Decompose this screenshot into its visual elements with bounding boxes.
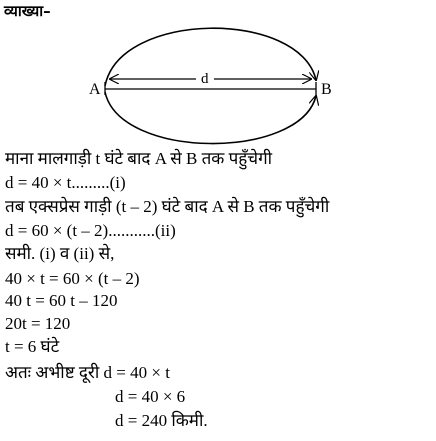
solution-line-9: t = 6 घंटे bbox=[5, 337, 60, 356]
point-a-label: A bbox=[89, 81, 101, 98]
solution-line-6: 40 × t = 60 × (t – 2) bbox=[5, 269, 140, 288]
solution-line-4: d = 60 × (t – 2)...........(ii) bbox=[5, 221, 176, 240]
route-diagram bbox=[0, 0, 436, 150]
solution-line-11: d = 40 × 6 bbox=[115, 387, 186, 406]
heading: व्याख्या– bbox=[4, 2, 51, 20]
solution-line-5: समी. (i) व (ii) से, bbox=[5, 244, 115, 263]
solution-line-12: d = 240 किमी. bbox=[115, 411, 208, 430]
point-b-label: B bbox=[321, 81, 332, 98]
solution-line-2: d = 40 × t.........(i) bbox=[5, 173, 126, 192]
solution-line-7: 40 t = 60 t – 120 bbox=[5, 291, 118, 310]
solution-line-10: अतः अभीष्ट दूरी d = 40 × t bbox=[5, 363, 170, 382]
solution-line-3: तब एक्सप्रेस गाड़ी (t – 2) घंटे बाद A से B तक पहुँचेगी bbox=[5, 197, 330, 216]
solution-line-1: माना मालगाड़ी t घंटे बाद A से B तक पहुँचेगी bbox=[5, 149, 273, 168]
lower-arc bbox=[105, 92, 316, 144]
solution-line-8: 20t = 120 bbox=[5, 314, 71, 333]
distance-label: d bbox=[201, 71, 209, 87]
upper-arc bbox=[105, 28, 316, 86]
